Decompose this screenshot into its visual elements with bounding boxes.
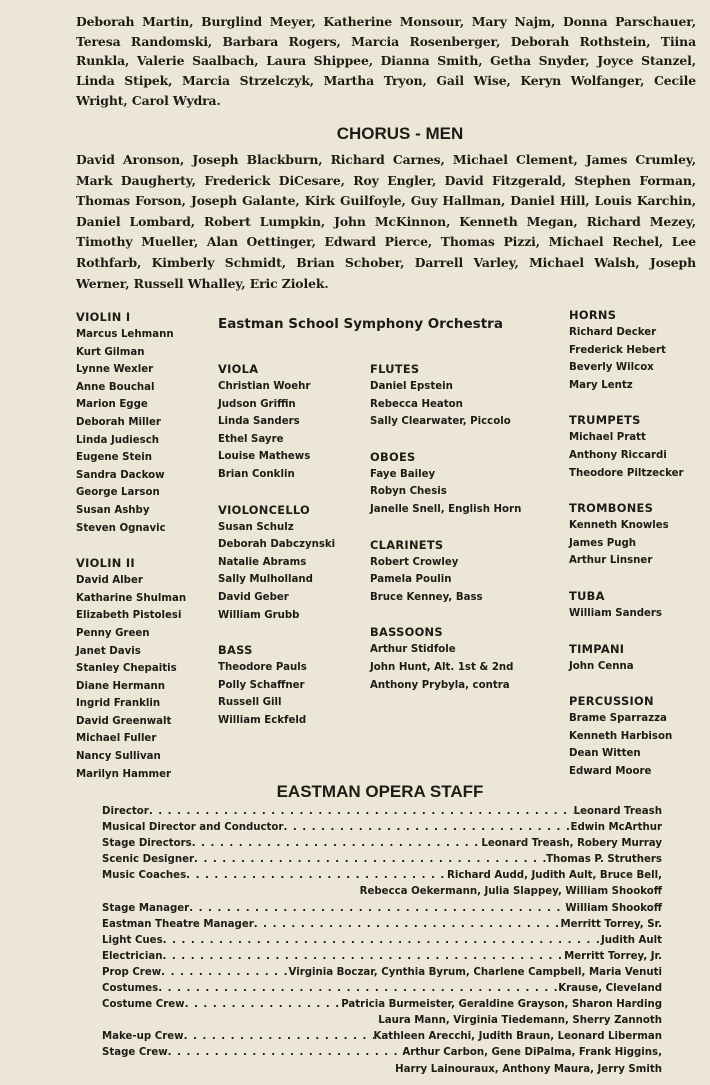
section-member: Katharine Shulman (76, 592, 187, 604)
section-member: Marion Egge (76, 399, 148, 411)
section-member: Kenneth Knowles (569, 520, 669, 532)
staff-names: Virginia Boczar, Cynthia Byrum, Charlene Campbell, Maria Venuti (288, 966, 662, 978)
section-heading: TRUMPETS (569, 413, 641, 428)
opera-staff-list (102, 804, 662, 1078)
section-member: Kurt Gilman (76, 346, 145, 358)
staff-names: Richard Audd, Judith Ault, Bruce Bell, (447, 870, 662, 882)
section-heading: PERCUSSION (569, 694, 654, 709)
section-heading: TIMPANI (569, 641, 625, 656)
section-member: Steven Ognavic (76, 522, 166, 534)
leader-dots (185, 997, 342, 1013)
section-member: Richard Decker (569, 327, 657, 338)
section-heading: BASS (218, 643, 253, 658)
section-member: Theodore Piltzecker (569, 467, 684, 479)
orchestra-title: Eastman School Symphony Orchestra (218, 316, 503, 332)
section-member: Nancy Sullivan (76, 751, 161, 763)
leader-dots (162, 949, 564, 965)
staff-row (102, 933, 662, 949)
section-member: Janet Davis (76, 645, 141, 657)
section-member: Anthony Prybyla, contra (370, 679, 510, 691)
section-member: Sandra Dackow (76, 469, 165, 481)
staff-role: Costumes (102, 983, 159, 995)
section-member: Linda Judiesch (76, 434, 160, 446)
leader-dots (158, 981, 558, 997)
staff-role: Electrician (102, 950, 163, 962)
section-heading: VIOLONCELLO (218, 502, 311, 517)
leader-dots (149, 804, 574, 820)
staff-row (102, 949, 662, 965)
section-member: Sally Mulholland (218, 574, 313, 586)
staff-role: Music Coaches (102, 870, 187, 882)
staff-names-continued: Laura Mann, Virginia Tiedemann, Sherry Zannoth (378, 1015, 662, 1027)
staff-row (102, 981, 662, 997)
section-member: Daniel Epstein (370, 381, 453, 392)
section-member: Stanley Chepaitis (76, 663, 177, 675)
section-heading: TROMBONES (569, 501, 654, 516)
section-member: Arthur Linsner (569, 555, 653, 567)
staff-row (102, 917, 662, 933)
staff-row (102, 820, 662, 836)
leader-dots (168, 1045, 403, 1061)
section-member: Elizabeth Pistolesi (76, 610, 182, 622)
leader-dots (186, 868, 447, 884)
section-member: Russell Gill (218, 697, 282, 709)
orchestra-section (370, 624, 570, 694)
section-member: Robert Crowley (370, 556, 459, 568)
staff-row (102, 868, 662, 884)
orchestra-section (569, 500, 709, 570)
section-member: Edward Moore (569, 765, 652, 777)
section-member: Deborah Dabczynski (218, 539, 336, 551)
section-member: Susan Ashby (76, 504, 150, 516)
orchestra-column-4 (569, 307, 709, 785)
orchestra-section (76, 555, 216, 783)
section-heading: VIOLA (218, 362, 259, 376)
section-member: Eugene Stein (76, 452, 152, 464)
staff-role: Eastman Theatre Manager (102, 918, 254, 930)
section-member: Brame Sparrazza (569, 713, 667, 725)
section-member: Beverly Wilcox (569, 362, 654, 374)
staff-role: Director (102, 806, 149, 817)
section-member: William Grubb (218, 609, 300, 621)
section-member: Penny Green (76, 627, 150, 639)
orchestra-section (218, 361, 368, 484)
staff-role: Stage Directors (102, 838, 192, 850)
section-member: Pamela Poulin (370, 574, 452, 586)
staff-names: Leonard Treash (573, 806, 662, 817)
section-member: Frederick Hebert (569, 344, 666, 356)
staff-names: Thomas P. Struthers (546, 854, 662, 866)
staff-role: Costume Crew (102, 999, 185, 1011)
section-member: Arthur Stidfole (370, 644, 456, 656)
staff-names-continued: Harry Lainouraux, Anthony Maura, Jerry Smith (395, 1063, 662, 1075)
section-member: Anne Bouchal (76, 381, 155, 393)
staff-names: Patricia Burmeister, Geraldine Grayson, Sharon Harding (341, 999, 662, 1011)
orchestra-section (370, 361, 570, 431)
section-member: Marcus Lehmann (76, 329, 174, 340)
orchestra-section (370, 537, 570, 607)
section-member: Sally Clearwater, Piccolo (370, 416, 511, 428)
section-member: Natalie Abrams (218, 556, 307, 568)
leader-dots (192, 836, 482, 852)
staff-names: Judith Ault (601, 934, 662, 946)
staff-names: Merritt Torrey, Sr. (560, 918, 662, 930)
section-member: Lynne Wexler (76, 364, 154, 376)
leader-dots (184, 1029, 374, 1045)
section-member: Ingrid Franklin (76, 698, 161, 710)
staff-row (102, 1045, 662, 1061)
leader-dots (189, 901, 565, 917)
section-heading: VIOLIN I (76, 310, 131, 324)
staff-role: Light Cues (102, 934, 163, 946)
orchestra-section (218, 642, 368, 729)
orchestra-section (569, 641, 709, 676)
section-member: Brian Conklin (218, 468, 295, 480)
orchestra-section (218, 502, 368, 625)
leader-dots (283, 820, 570, 836)
staff-names-continued: Rebecca Oekermann, Julia Slappey, William Shookoff (359, 886, 662, 898)
section-member: David Alber (76, 575, 143, 587)
section-member: Faye Bailey (370, 468, 436, 480)
orchestra-section (569, 307, 709, 394)
section-heading: VIOLIN II (76, 556, 135, 571)
section-member: William Eckfeld (218, 714, 307, 726)
section-member: Anthony Riccardi (569, 449, 667, 461)
leader-dots (254, 917, 561, 933)
staff-row (102, 804, 662, 820)
section-heading: BASSOONS (370, 625, 443, 640)
section-heading: TUBA (569, 588, 605, 603)
section-member: Polly Schaffner (218, 679, 305, 691)
leader-dots (194, 852, 546, 868)
section-member: Judson Griffin (218, 398, 296, 410)
section-member: Michael Fuller (76, 733, 157, 745)
orchestra-column-2 (218, 361, 368, 734)
section-heading: CLARINETS (370, 537, 444, 552)
staff-role: Scenic Designer (102, 854, 195, 866)
staff-names: Kathleen Arecchi, Judith Braun, Leonard Liberman (373, 1031, 662, 1043)
section-member: John Cenna (569, 660, 634, 672)
section-member: William Sanders (569, 607, 662, 619)
staff-row (102, 1029, 662, 1045)
section-member: Diane Hermann (76, 680, 165, 692)
section-member: Theodore Pauls (218, 662, 307, 674)
section-member: Ethel Sayre (218, 433, 284, 445)
section-member: Robyn Chesis (370, 486, 447, 498)
section-member: John Hunt, Alt. 1st & 2nd (370, 661, 514, 673)
section-member: David Geber (218, 591, 289, 603)
staff-names: Leonard Treash, Robery Murray (481, 838, 662, 850)
section-member: Dean Witten (569, 748, 641, 760)
staff-role: Stage Manager (102, 902, 190, 914)
section-member: Deborah Miller (76, 416, 161, 428)
orchestra-column-3 (370, 361, 570, 698)
opera-staff-heading: EASTMAN OPERA STAFF (276, 782, 484, 801)
section-heading: FLUTES (370, 362, 420, 376)
section-member: Michael Pratt (569, 432, 646, 444)
staff-names: William Shookoff (565, 902, 662, 914)
section-heading: HORNS (569, 308, 617, 322)
staff-role: Stage Crew (102, 1047, 168, 1059)
section-member: Marilyn Hammer (76, 768, 172, 780)
staff-names: Krause, Cleveland (558, 983, 662, 995)
orchestra-section (370, 449, 570, 519)
section-member: Bruce Kenney, Bass (370, 591, 483, 603)
section-member: Kenneth Harbison (569, 730, 673, 742)
chorus-men-list: David Aronson, Joseph Blackburn, Richard Carnes, Michael Clement, James Crumley, Mark Daugherty, Frederick DiCesare, Roy Engler, David Fitzgerald, Stephen Forman, Thomas Forson, Joseph Galante, Kirk Guilfoyle, Guy Hallman, Daniel Hill, Louis Karchin, Daniel Lombard, Robert Lumpkin, John McKinnon, Kenneth Megan, Richard Mezey, Timothy Mueller, Alan Oettinger, Edward Pierce, Thomas Pizzi, Michael Rechel, Lee Rothfarb, Kimberly Schmidt, Brian Schober, Darrell Varley, Michael Walsh, Joseph Werner, Russell Whalley, Eric Ziolek. (76, 152, 696, 291)
section-member: David Greenwalt (76, 715, 172, 727)
chorus-women-continued: Deborah Martin, Burglind Meyer, Katherine Monsour, Mary Najm, Donna Parschauer, Teresa Randomski, Barbara Rogers, Marcia Rosenberger, Deborah Rothstein, Tiina Runkla, Valerie Saalbach, Laura Shippee, Dianna Smith, Getha Snyder, Joyce Stanzel, Linda Stipek, Marcia Strzelczyk, Martha Tryon, Gail Wise, Keryn Wolfanger, Cecile Wright, Carol Wydra. (76, 14, 696, 108)
orchestra-section (569, 412, 709, 482)
orchestra-section (569, 588, 709, 623)
leader-dots (161, 965, 288, 981)
orchestra-section (569, 693, 709, 780)
staff-names: Arthur Carbon, Gene DiPalma, Frank Higgins, (402, 1047, 662, 1059)
staff-row (102, 836, 662, 852)
orchestra-section (76, 309, 216, 537)
section-member: Janelle Snell, English Horn (370, 503, 522, 515)
leader-dots (163, 933, 601, 949)
chorus-men-heading: CHORUS - MEN (336, 124, 464, 143)
orchestra-column-1 (76, 309, 216, 787)
staff-row (102, 965, 662, 981)
staff-row (102, 997, 662, 1013)
section-member: George Larson (76, 487, 160, 499)
staff-role: Prop Crew (102, 966, 162, 978)
staff-role: Musical Director and Conductor (102, 822, 284, 834)
staff-row (102, 901, 662, 917)
staff-names: Merritt Torrey, Jr. (564, 950, 662, 962)
section-member: Susan Schulz (218, 521, 294, 533)
section-member: Louise Mathews (218, 451, 311, 463)
section-heading: OBOES (370, 449, 416, 464)
staff-row (102, 852, 662, 868)
staff-role: Make-up Crew (102, 1031, 184, 1043)
section-member: Mary Lentz (569, 379, 633, 391)
section-member: Linda Sanders (218, 416, 300, 428)
section-member: Christian Woehr (218, 381, 311, 392)
section-member: Rebecca Heaton (370, 398, 463, 410)
staff-names: Edwin McArthur (570, 822, 662, 834)
section-member: James Pugh (569, 537, 637, 549)
